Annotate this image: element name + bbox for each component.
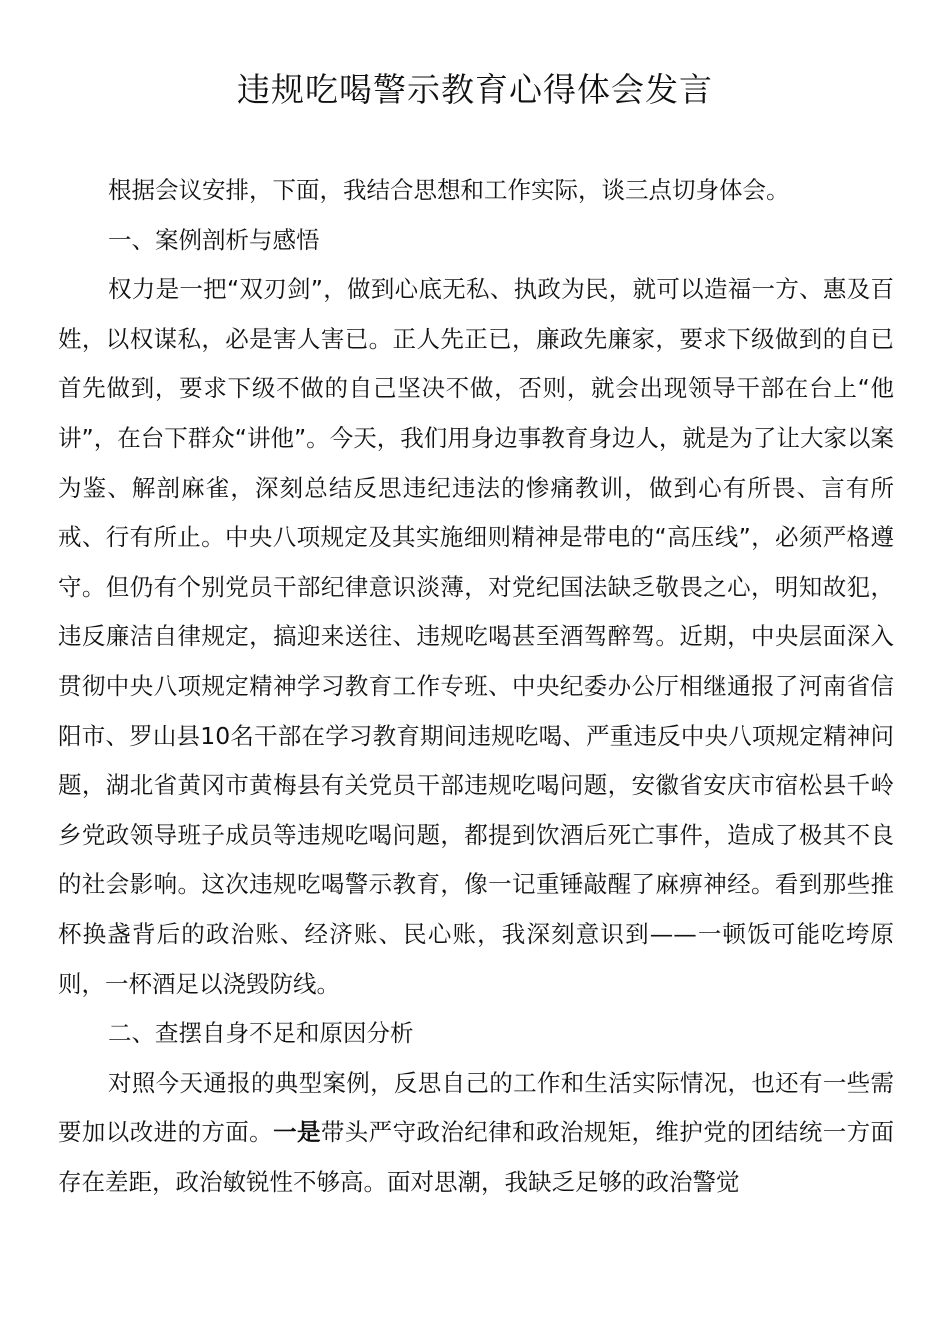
- section-heading-1: 一、案例剖析与感悟: [108, 225, 320, 254]
- section-2-paragraph-start: 对照今天通报的典型案例，反思自己的工作和生活实际情况，也还有一些需要加以改进的方面。: [58, 1068, 894, 1147]
- intro-paragraph: 根据会议安排，下面，我结合思想和工作实际，谈三点切身体会。: [108, 176, 790, 204]
- section-heading-2: 二、查摆自身不足和原因分析: [108, 1019, 414, 1048]
- section-1-paragraph: 权力是一把“双刃剑”，做到心底无私、执政为民，就可以造福一方、惠及百姓，以权谋私，必是害人害已。正人先正已，廉政先廉家，要求下级做到的自已首先做到，要求下级不做的自己坚决不做，否则，就会出现领导干部在台上“他讲”，在台下群众“讲他”。今天，我们用身边事教育身边人，就是为了让大家以案为鉴、解剖麻雀，深刻总结反思违纪违法的惨痛教训，做到心有所畏、言有所戒、行有所止。中央八项规定及其实施细则精神是带电的“高压线”，必须严格遵守。但仍有个别党员干部纪律意识淡薄，对党纪国法缺乏敬畏之心，明知故犯，违反廉洁自律规定，搞迎来送往、违规吃喝甚至酒驾醉驾。近期，中央层面深入贯彻中央八项规定精神学习教育工作专班、中央纪委办公厅相继通报了河南省信阳市、罗山县10名干部在学习教育期间违规吃喝、严重违反中央八项规定精神问题，湖北省黄冈市黄梅县有关党员干部违规吃喝问题，安徽省安庆市宿松县千岭乡党政领导班子成员等违规吃喝问题，都提到饮酒后死亡事件，造成了极其不良的社会影响。这次违规吃喝警示教育，像一记重锤敲醒了麻痹神经。看到那些推杯换盏背后的政治账、经济账、民心账，我深刻意识到——一顿饭可能吃垮原则，一杯酒足以浇毁防线。: [58, 275, 894, 998]
- bold-lead-text: 一是: [273, 1118, 321, 1147]
- document-title: 违规吃喝警示教育心得体会发言: [237, 70, 713, 109]
- document-body: [58, 166, 894, 1207]
- section-2-paragraph-rest: 带头严守政治纪律和政治规矩，维护党的团结统一方面存在差距，政治敏锐性不够高。面对思潮，我缺乏足够的政治警觉: [58, 1118, 895, 1196]
- section-2-paragraph: [58, 1059, 894, 1208]
